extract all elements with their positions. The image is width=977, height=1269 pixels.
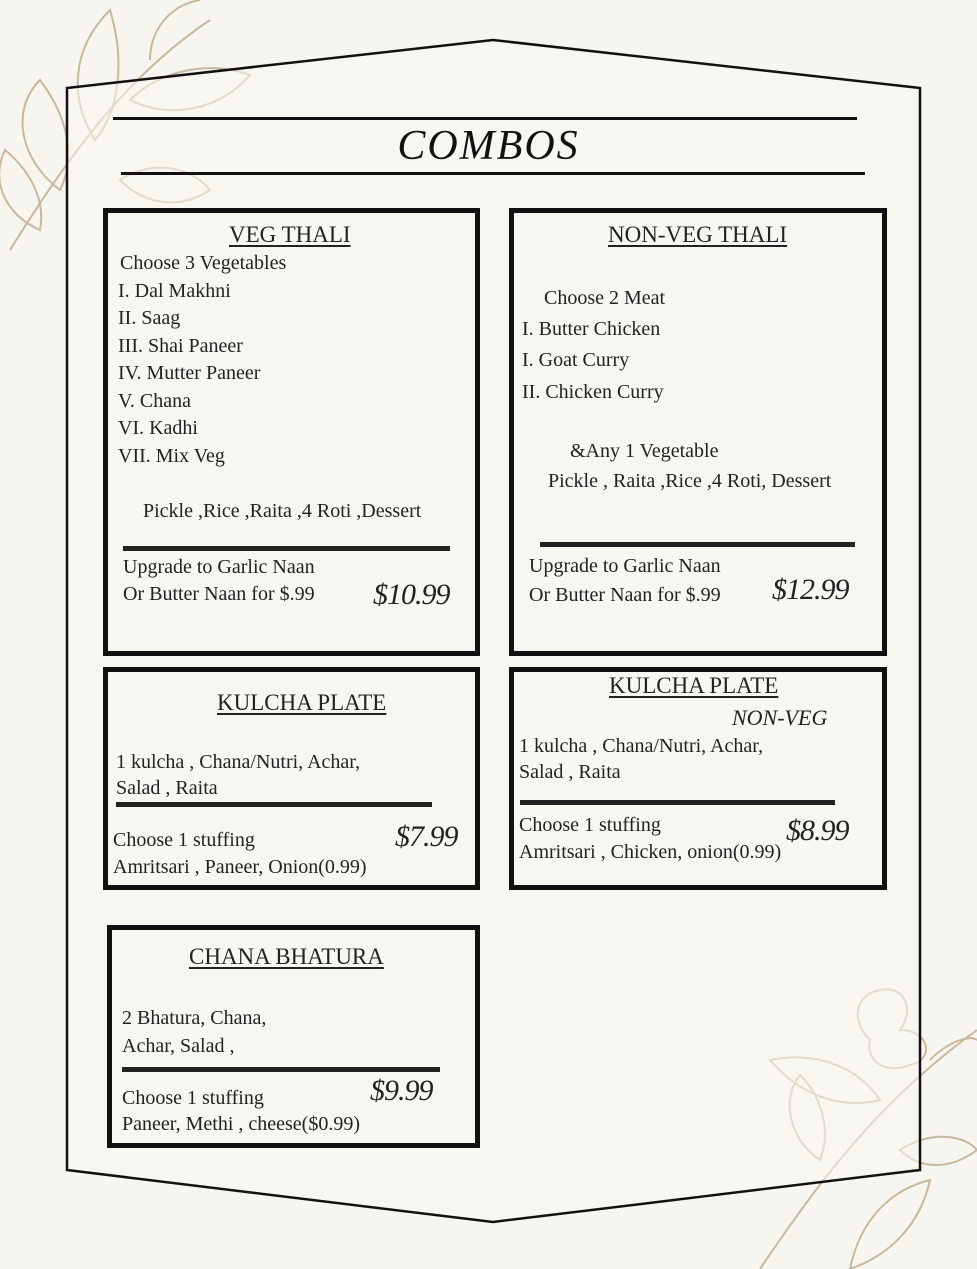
veg-thali-item: VI. Kadhi	[118, 417, 198, 439]
chana-bhatura-description: Achar, Salad ,	[122, 1035, 235, 1057]
kulcha-nonveg-stuffing: Choose 1 stuffing	[519, 814, 661, 836]
kulcha-plate-description: Salad , Raita	[116, 777, 218, 799]
chana-bhatura-stuffing: Choose 1 stuffing	[122, 1087, 264, 1109]
kulcha-plate-stuffing: Choose 1 stuffing	[113, 829, 255, 851]
veg-thali-price: $10.99	[373, 578, 450, 611]
nonveg-thali-vegetable: &Any 1 Vegetable	[570, 440, 719, 462]
kulcha-nonveg-heading: KULCHA PLATE	[609, 673, 779, 698]
nonveg-thali-item: I. Goat Curry	[522, 349, 630, 371]
kulcha-nonveg-subheading: NON-VEG	[732, 705, 828, 730]
chana-bhatura-heading: CHANA BHATURA	[189, 944, 384, 969]
nonveg-thali-item: I. Butter Chicken	[522, 318, 661, 340]
veg-thali-card	[103, 208, 480, 656]
kulcha-nonveg-description: Salad , Raita	[519, 761, 621, 783]
nonveg-thali-divider	[540, 542, 855, 547]
veg-thali-item: VII. Mix Veg	[118, 445, 225, 467]
title-rule-bottom	[121, 172, 865, 175]
kulcha-plate-card	[103, 667, 480, 890]
kulcha-plate-heading: KULCHA PLATE	[217, 690, 387, 715]
kulcha-plate-description: 1 kulcha , Chana/Nutri, Achar,	[116, 751, 361, 773]
nonveg-thali-upgrade: Upgrade to Garlic Naan	[529, 555, 721, 577]
chana-bhatura-description: 2 Bhatura, Chana,	[122, 1007, 267, 1029]
veg-thali-item: III. Shai Paneer	[118, 335, 243, 357]
kulcha-plate-options: Amritsari , Paneer, Onion(0.99)	[113, 856, 367, 878]
chana-bhatura-price: $9.99	[370, 1074, 433, 1107]
veg-thali-item: I. Dal Makhni	[118, 280, 231, 302]
kulcha-nonveg-divider	[520, 800, 835, 805]
veg-thali-divider	[123, 546, 450, 551]
kulcha-nonveg-card	[509, 667, 887, 890]
veg-thali-upgrade: Upgrade to Garlic Naan	[123, 556, 315, 578]
nonveg-thali-price: $12.99	[772, 573, 849, 606]
nonveg-thali-includes: Pickle , Raita ,Rice ,4 Roti, Dessert	[548, 470, 832, 492]
veg-thali-heading: VEG THALI	[229, 222, 351, 247]
kulcha-nonveg-price: $8.99	[786, 814, 849, 847]
veg-thali-includes: Pickle ,Rice ,Raita ,4 Roti ,Dessert	[143, 500, 422, 522]
chana-bhatura-divider	[122, 1067, 440, 1072]
kulcha-nonveg-description: 1 kulcha , Chana/Nutri, Achar,	[519, 735, 764, 757]
kulcha-plate-price: $7.99	[395, 820, 458, 853]
nonveg-thali-card	[509, 208, 887, 656]
veg-thali-intro: Choose 3 Vegetables	[120, 252, 287, 274]
kulcha-plate-divider	[116, 802, 432, 807]
nonveg-thali-item: II. Chicken Curry	[522, 381, 664, 403]
kulcha-nonveg-options: Amritsari , Chicken, onion(0.99)	[519, 841, 782, 863]
nonveg-thali-upgrade: Or Butter Naan for $.99	[529, 584, 721, 606]
veg-thali-item: II. Saag	[118, 307, 181, 329]
nonveg-thali-intro: Choose 2 Meat	[544, 287, 666, 309]
veg-thali-item: IV. Mutter Paneer	[118, 362, 261, 384]
chana-bhatura-options: Paneer, Methi , cheese($0.99)	[122, 1113, 360, 1135]
veg-thali-upgrade: Or Butter Naan for $.99	[123, 583, 315, 605]
veg-thali-item: V. Chana	[118, 390, 191, 412]
page-title: COMBOS	[397, 123, 580, 169]
title-rule-top	[113, 117, 857, 120]
nonveg-thali-heading: NON-VEG THALI	[608, 222, 788, 247]
chana-bhatura-card	[107, 925, 480, 1148]
